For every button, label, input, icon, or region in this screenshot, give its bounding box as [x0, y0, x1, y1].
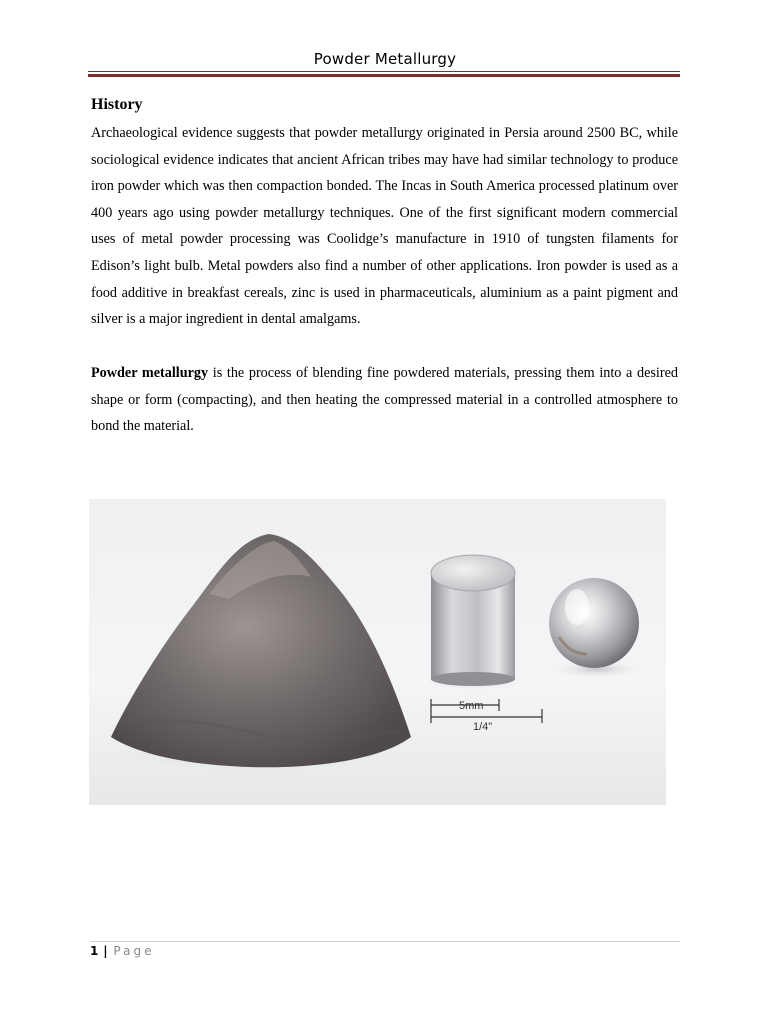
metal-sphere	[549, 578, 642, 678]
page-footer	[90, 944, 154, 958]
footer-rule	[90, 941, 680, 942]
scale-bar	[431, 699, 542, 733]
scale-metric-label: 5mm	[459, 700, 484, 712]
definition-paragraph	[91, 360, 678, 440]
header-rule-thin	[88, 71, 680, 72]
powder-pile	[104, 534, 411, 773]
metal-cylinder	[424, 555, 524, 690]
definition-term: Powder metallurgy	[91, 365, 209, 381]
definition-text: is the process of blending fine powdered materials, pressing them into a desired shape or form (compacting), and then heating the compressed material in a controlled atmosphere to bond the material.	[91, 365, 678, 435]
page-header-title: Powder Metallurgy	[313, 50, 457, 68]
section-title: History	[91, 96, 143, 113]
page-word: Page	[113, 944, 155, 958]
metal-powder-illustration	[89, 499, 666, 805]
history-paragraph: Archaeological evidence suggests that powder metallurgy originated in Persia around 2500 BC, while sociological evidence indicates that ancient African tribes may have had similar technology to produce iron powder which was then compaction bonded. The Incas in South America processed platinum over 400 years ago using powder metallurgy techniques. One of the first significant modern commercial uses of metal powder processing was Coolidge’s manufacture in 1910 of tungsten filaments for Edison’s light bulb. Metal powders also find a number of other applications. Iron powder is used as a food additive in breakfast cereals, zinc is used in pharmaceuticals, aluminium as a paint pigment and silver is a major ingredient in dental amalgams.	[91, 125, 678, 328]
page-number: 1	[90, 944, 99, 958]
scale-imperial-label: 1/4"	[473, 721, 493, 733]
metal-powder-photo	[89, 499, 666, 805]
header-rule-thick	[88, 74, 680, 77]
footer-separator: |	[103, 944, 108, 958]
